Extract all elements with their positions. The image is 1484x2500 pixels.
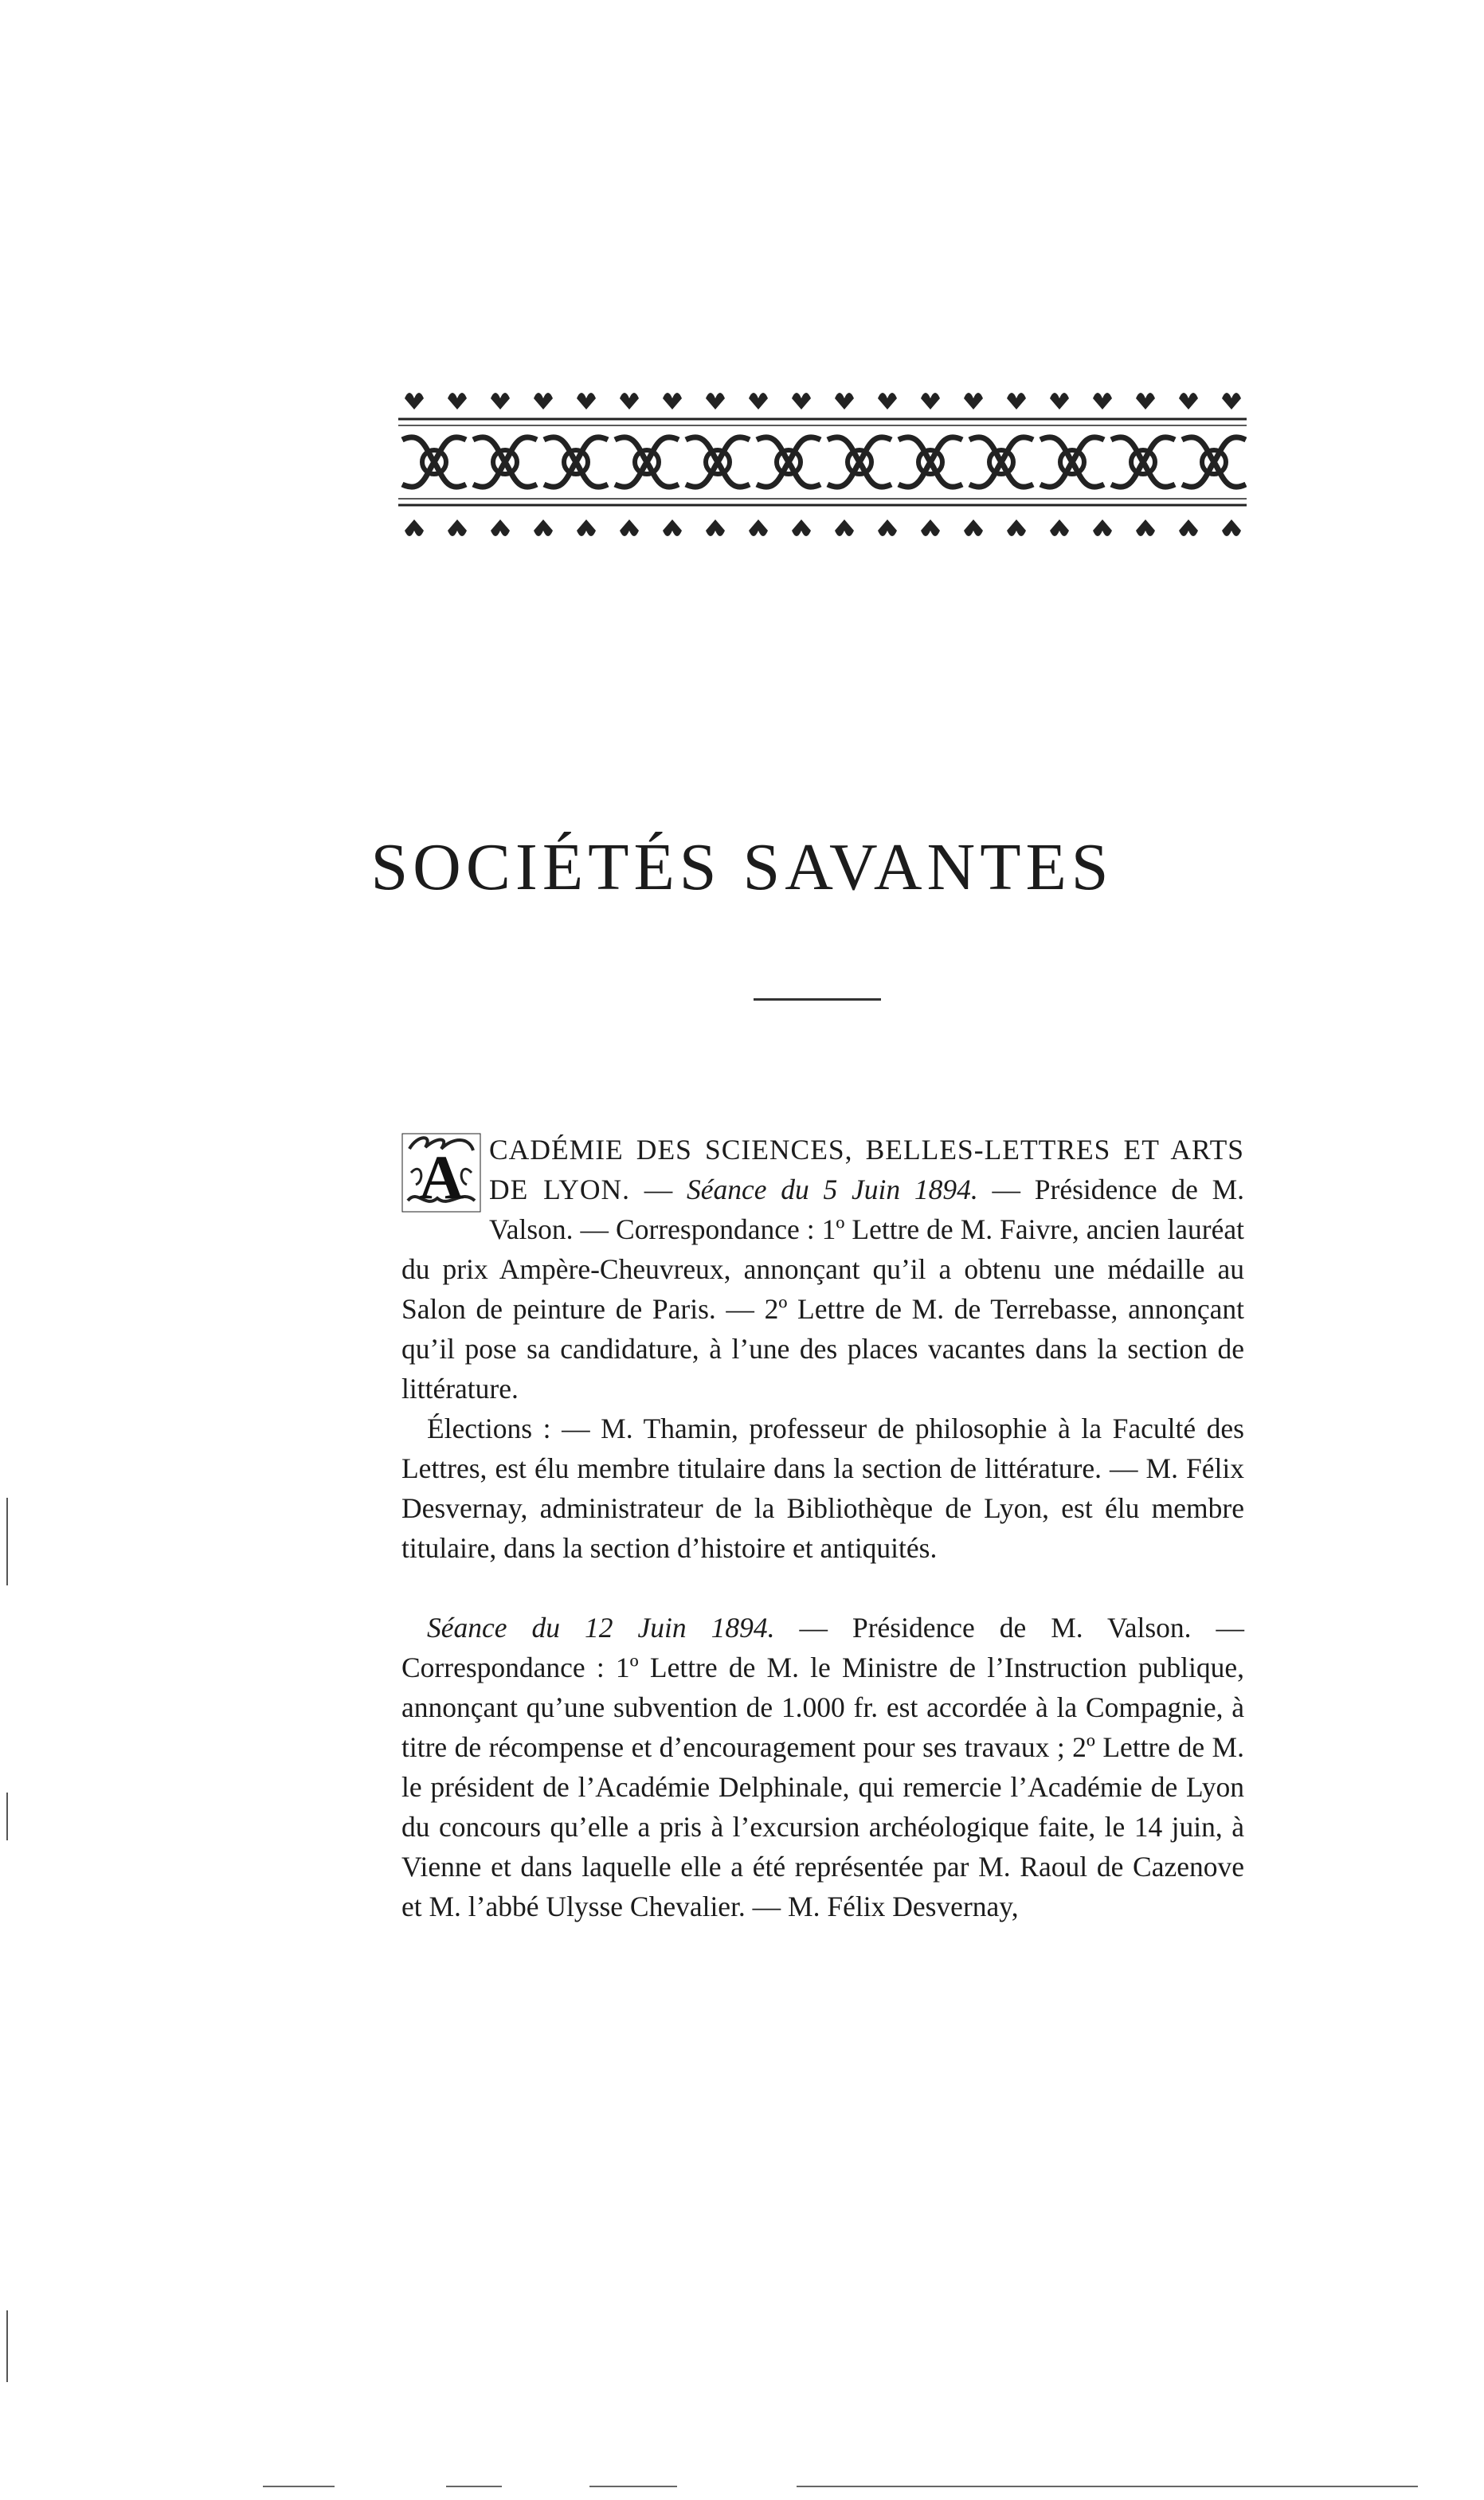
fleuron-icon (577, 519, 596, 536)
scroll-motif-icon (686, 437, 750, 487)
fleuron-icon (577, 393, 596, 409)
fleuron-icon (1007, 393, 1026, 409)
fleuron-icon (835, 519, 854, 536)
fleuron-icon (1222, 393, 1241, 409)
dash: — (630, 1174, 687, 1205)
fleuron-icon (964, 519, 983, 536)
paragraph-elections: Élections : — M. Thamin, professeur de philosophie à la Faculté des Lettres, est élu membre titulaire dans la section de littérature. — M. Félix Desvernay, administrateur de la Bibliothèque de Lyon, est élu membre titulaire, dans la section d’histoire et antiquités. (401, 1413, 1244, 1564)
fleuron-icon (964, 393, 983, 409)
dropcap-ornament-icon (401, 1133, 481, 1213)
title-divider (754, 998, 881, 1001)
fleuron-icon (1007, 519, 1026, 536)
scroll-motif-icon (899, 437, 962, 487)
fleuron-icon (534, 393, 553, 409)
seance-date-1: Séance du 5 Juin 1894. (687, 1174, 978, 1205)
fleuron-icon (620, 519, 639, 536)
fleuron-icon (878, 393, 897, 409)
page-title: SOCIÉTÉS SAVANTES (370, 830, 1114, 904)
scroll-motif-icon (544, 437, 608, 487)
fleuron-icon (835, 393, 854, 409)
fleuron-icon (1179, 519, 1198, 536)
fleuron-icon (1050, 393, 1069, 409)
scroll-motif-icon (473, 437, 537, 487)
fleuron-icon (491, 519, 510, 536)
svg-text:A: A (418, 1142, 464, 1212)
scroll-row (402, 437, 1246, 487)
fleuron-icon (1179, 393, 1198, 409)
scroll-motif-icon (1040, 437, 1104, 487)
paragraph-1 (401, 1130, 1244, 1409)
paragraph-3 (401, 1608, 1244, 1926)
scan-edge-mark (6, 1498, 8, 1585)
scan-bottom-mark (263, 2486, 335, 2487)
bottom-fleuron-row (405, 519, 1241, 536)
fleuron-icon (448, 393, 467, 409)
fleuron-icon (448, 519, 467, 536)
scroll-motif-icon (1182, 437, 1246, 487)
fleuron-icon (706, 519, 725, 536)
fleuron-icon (706, 393, 725, 409)
fleuron-icon (1093, 519, 1112, 536)
scroll-motif-icon (1111, 437, 1175, 487)
fleuron-icon (405, 393, 424, 409)
society-heading: CADÉMIE DES SCIENCES, BELLES-LETTRES ET ARTS DE LYON. (489, 1134, 1244, 1205)
scan-edge-mark (6, 1793, 8, 1840)
scroll-motif-icon (969, 437, 1033, 487)
article-body (401, 1130, 1244, 1926)
fleuron-icon (534, 519, 553, 536)
fleuron-icon (1222, 519, 1241, 536)
scroll-motif-icon (402, 437, 466, 487)
fleuron-icon (749, 519, 768, 536)
fleuron-icon (921, 519, 940, 536)
fleuron-icon (792, 519, 811, 536)
paragraph-1-text: — Présidence de M. Valson. — Correspondance : 1º Lettre de M. Faivre, ancien lauréat du prix Ampère-Cheuvreux, annonçant qu’il a obtenu une médaille au Salon de peinture de Paris. — 2º Lettre de M. de Terrebasse, annonçant qu’il pose sa candidature, à l’une des places vacantes dans la section de littérature. (401, 1174, 1245, 1405)
fleuron-icon (620, 393, 639, 409)
scan-bottom-mark (589, 2486, 677, 2487)
fleuron-icon (491, 393, 510, 409)
scan-edge-mark (6, 2310, 8, 2382)
scan-bottom-mark (446, 2486, 502, 2487)
fleuron-icon (792, 393, 811, 409)
paragraph-3-text: — Présidence de M. Valson. — Correspondance : 1º Lettre de M. le Ministre de l’Instruction publique, annonçant qu’une subvention de 1.000 fr. est accordée à la Compagnie, à titre de récompense et d’encouragement pour ses travaux ; 2º Lettre de M. le président de l’Académie Delphinale, qui remercie l’Académie de Lyon du concours qu’elle a pris à l’excursion archéologique faite, le 14 juin, à Vienne et dans laquelle elle a été représentée par M. Raoul de Cazenove et M. l’abbé Ulysse Chevalier. — M. Félix Desvernay, (401, 1612, 1245, 1922)
seance-date-2: Séance du 12 Juin 1894. (427, 1612, 775, 1644)
fleuron-icon (749, 393, 768, 409)
scroll-motif-icon (615, 437, 679, 487)
scan-bottom-mark (797, 2486, 1418, 2487)
fleuron-icon (1136, 519, 1155, 536)
fleuron-icon (663, 393, 682, 409)
scroll-motif-icon (828, 437, 891, 487)
fleuron-icon (1093, 393, 1112, 409)
top-fleuron-row (405, 393, 1241, 409)
ornament-band (398, 382, 1247, 558)
scroll-motif-icon (757, 437, 820, 487)
fleuron-icon (663, 519, 682, 536)
fleuron-icon (405, 519, 424, 536)
fleuron-icon (921, 393, 940, 409)
fleuron-icon (1136, 393, 1155, 409)
ornament-graphic (398, 382, 1247, 558)
fleuron-icon (1050, 519, 1069, 536)
fleuron-icon (878, 519, 897, 536)
